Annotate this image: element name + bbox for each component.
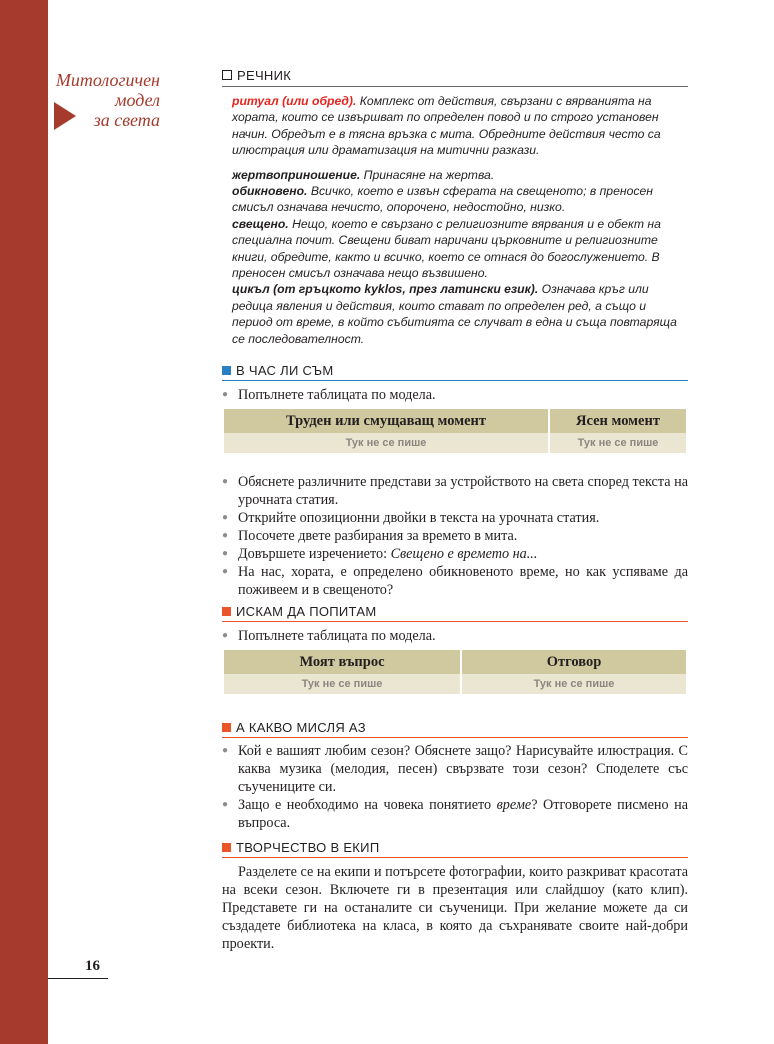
lesson-title-line-1: Митологичен: [55, 70, 160, 90]
dictionary-entry: обикновено. Всичко, което е извън сферата на свещеното; в преносен смисъл означава нечисто, опорочено, недостойно, низко.: [232, 184, 653, 215]
section-rule: [222, 737, 688, 738]
dictionary-entry: цикъл (от гръцкото kyklos, през латински език). Означава кръг или редица явления и действия, които стават по определен ред, а също и период от време, в който събитията се случват в една и съща повтаряща се последователност.: [232, 282, 677, 346]
page-number: 16: [85, 958, 100, 974]
table-header: Ясен момент: [550, 409, 686, 433]
section-heading-think: А КАКВО МИСЛЯ АЗ: [222, 719, 366, 737]
list-item: ● Обяснете различните представи за устройството на света според текста на урочната статия.: [222, 473, 688, 509]
left-color-band: [0, 0, 48, 1044]
dictionary-heading: РЕЧНИК: [222, 67, 291, 85]
dictionary-entry: ритуал (или обред). Комплекс от действия, свързани с вярванията на хората, които се извършват по определен повод и по строго установен начин. Обредът е в тясна връзка с мита. Обредните действия често са илюстрация или драматизация на митични разкази.: [232, 94, 661, 158]
section-heading-ask: ИСКАМ ДА ПОПИТАМ: [222, 603, 376, 621]
section-heading-team: ТВОРЧЕСТВО В ЕКИП: [222, 839, 379, 857]
orange-square-icon: [222, 843, 231, 852]
section-heading-check: В ЧАС ЛИ СЪМ: [222, 362, 333, 380]
instruction: ● Попълнете таблицата по модела.: [222, 386, 688, 404]
question-list: [222, 742, 688, 832]
list-item: ● Кой е вашият любим сезон? Обяснете защо? Нарисувайте илюстрация. С каква музика (мелодия, песен) свързвате този сезон? Споделете със съучениците си.: [222, 742, 688, 796]
table-cell: Тук не се пише: [224, 433, 548, 453]
lesson-title-line-2: модел: [115, 90, 160, 110]
blue-square-icon: [222, 366, 231, 375]
dictionary-entry: свещено. Нещо, което е свързано с религиозните вярвания и е обект на специална почит. Свещени биват наричани църковните и религиозните книги, обредите, както и всичко, което се отнася до богослужението. В преносен смисъл означава нещо възвишено.: [232, 216, 661, 281]
list-item: ● Довършете изречението: Свещено е времето на...: [222, 545, 688, 563]
table-cell: Тук не се пише: [224, 674, 460, 694]
instruction: ● Попълнете таблицата по модела.: [222, 627, 688, 645]
table-check: [222, 409, 688, 453]
table-cell: Тук не се пише: [462, 674, 686, 694]
triangle-arrow-icon: [54, 102, 76, 130]
table-ask: [222, 650, 688, 694]
question-list: [222, 473, 688, 599]
orange-square-icon: [222, 607, 231, 616]
dictionary-rule: [222, 86, 688, 87]
dictionary-entry: жертвоприношение. Принасяне на жертва.: [232, 167, 495, 182]
list-item: ● Открийте опозиционни двойки в текста на урочната статия.: [222, 509, 688, 527]
section-rule: [222, 857, 688, 858]
table-header: Отговор: [462, 650, 686, 674]
checkbox-square-icon: [222, 70, 232, 80]
list-item: ● На нас, хората, е определено обикновеното време, но как успяваме да поживеем и в свещеното?: [222, 563, 688, 599]
section-rule: [222, 380, 688, 381]
list-item: ● Посочете двете разбирания за времето в мита.: [222, 527, 688, 545]
team-task-paragraph: Разделете се на екипи и потърсете фотографии, които разкриват красотата на всеки сезон. Включете ги в презентация или слайдшоу (като клип). Представете ги на останалите си съученици. При желание можете да си създадете библиотека на класа, в която да съхранявате своите най-добри проекти.: [222, 864, 688, 952]
list-item: ● Защо е необходимо на човека понятието време? Отговорете писмено на въпроса.: [222, 796, 688, 832]
orange-square-icon: [222, 723, 231, 732]
lesson-title-line-3: за света: [93, 110, 160, 130]
dictionary-entries: [232, 93, 688, 347]
section-rule: [222, 621, 688, 622]
page-number-rule: [48, 978, 108, 979]
table-header: Труден или смущаващ момент: [224, 409, 548, 433]
table-cell: Тук не се пише: [550, 433, 686, 453]
table-header: Моят въпрос: [224, 650, 460, 674]
